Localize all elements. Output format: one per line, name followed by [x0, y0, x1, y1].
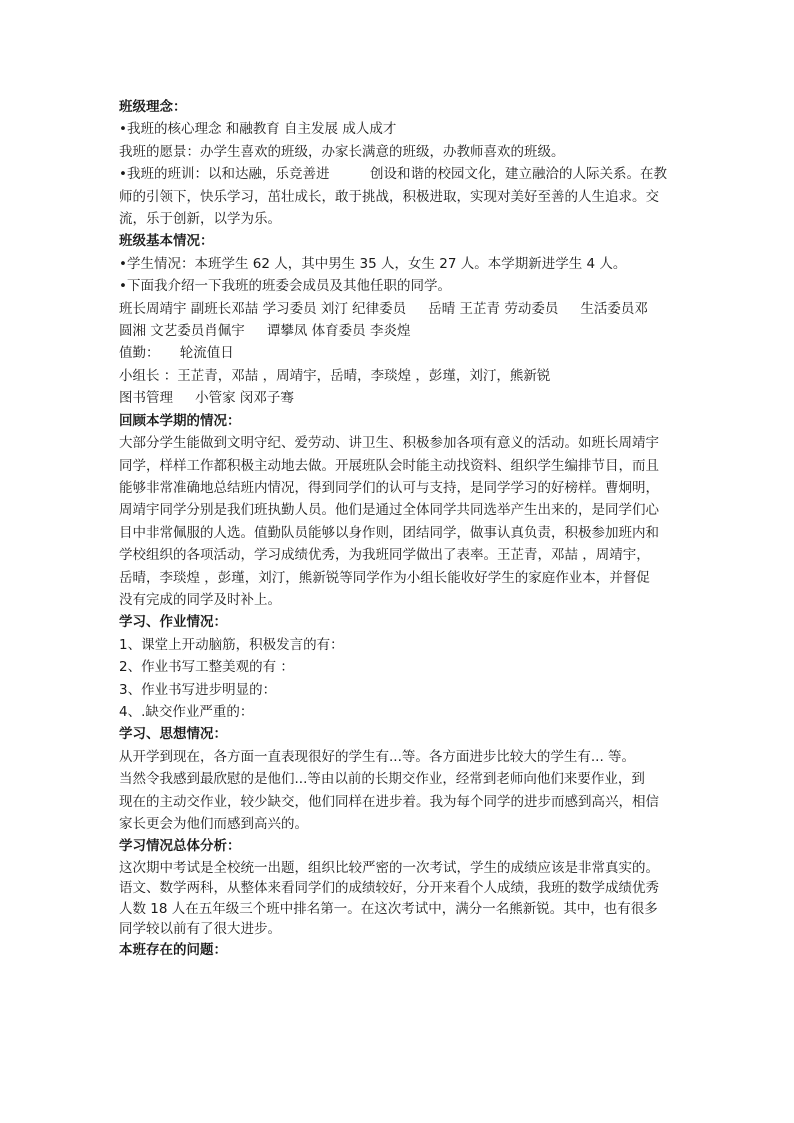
text-line: 周靖宇同学分别是我们班执勤人员。他们是通过全体同学共同选举产生出来的，是同学们心 [119, 502, 659, 519]
section-heading-homework: 学习、作业情况： [119, 614, 227, 631]
text-line: 小组长 ：王芷青，邓喆 ，周靖宇，岳晴，李琰煌 ，彭瑾，刘汀，熊新锐 [119, 367, 551, 384]
text-line: •下面我介绍一下我班的班委会成员及其他任职的同学。 [119, 278, 451, 295]
text-line: 能够非常准确地总结班内情况，得到同学们的认可与支持，是同学学习的好榜样。曹炯明， [119, 479, 659, 496]
section-heading-problems: 本班存在的问题： [119, 942, 227, 959]
text-line: 现在的主动交作业，较少缺交，他们同样在进步着。我为每个同学的进步而感到高兴，相信 [119, 793, 659, 810]
text-line: 图书管理 小管家 闵邓子骞 [119, 390, 294, 407]
section-review [119, 432, 679, 611]
text-line: 当然令我感到最欣慰的是他们...等由以前的长期交作业，经常到老师向他们来要作业，到 [119, 771, 645, 788]
text-line: 人数 18 人在五年级三个班中排名第一。在这次考试中，满分一名熊新锐。其中，也有很多 [119, 900, 658, 917]
text-line: 家长更会为他们而感到高兴的。 [119, 816, 308, 832]
section-heading-analysis: 学习情况总体分析： [119, 838, 241, 855]
text-line: 班长周靖宇 副班长邓喆 学习委员 刘汀 纪律委员 岳晴 王芷青 劳动委员 生活委员邓 [119, 300, 648, 317]
text-line: 同学，样样工作都积极主动地去做。开展班队会时能主动找资料、组织学生编排节目，而且 [119, 457, 659, 474]
document-body [119, 96, 679, 962]
text-line: 这次期中考试是全校统一出题，组织比较严密的一次考试，学生的成绩应该是非常真实的。 [119, 859, 659, 876]
section-heading-basic: 班级基本情况： [119, 233, 214, 250]
text-line: 没有完成的同学及时补上。 [119, 591, 281, 608]
text-line: 岳晴，李琰煌 ，彭瑾，刘汀，熊新锐等同学作为小组长能收好学生的家庭作业本，并督促 [119, 569, 650, 586]
text-line: 我班的愿景：办学生喜欢的班级，办家长满意的班级，办教师喜欢的班级。 [119, 143, 565, 160]
section-homework [119, 634, 679, 724]
list-item: 3、作业书写进步明显的： [119, 681, 277, 698]
section-philosophy [119, 118, 679, 230]
text-line: 值勤： 轮流值日 [119, 345, 234, 362]
text-line: •学生情况：本班学生 62 人，其中男生 35 人，女生 27 人。本学期新进学生 4 人。 [119, 255, 627, 272]
text-line: •我班的班训：以和达融，乐竞善进 创设和谐的校园文化，建立融洽的人际关系。在教 [119, 166, 667, 183]
list-item: 1、课堂上开动脑筋，积极发言的有： [119, 636, 344, 653]
section-thinking [119, 746, 679, 836]
text-line: 学校组织的各项活动，学习成绩优秀，为我班同学做出了表率。王芷青，邓喆 ，周靖宇， [119, 547, 650, 564]
text-line: 流，乐于创新，以学为乐。 [119, 211, 281, 228]
text-line: 圆湘 文艺委员肖佩宇 谭攀凤 体育委员 李炎煌 [119, 323, 411, 340]
text-line: 语文、数学两科，从整体来看同学们的成绩较好，分开来看个人成绩，我班的数学成绩优秀 [119, 880, 659, 897]
text-line: 大部分学生能做到文明守纪、爱劳动、讲卫生、积极参加各项有意义的活动。如班长周靖宇 [119, 435, 659, 452]
text-line: 目中非常佩服的人选。值勤队员能够以身作则，团结同学，做事认真负责，积极参加班内和 [119, 524, 659, 541]
text-line: 师的引领下，快乐学习，茁壮成长，敢于挑战，积极进取，实现对美好至善的人生追求。交 [119, 188, 659, 205]
section-heading-review: 回顾本学期的情况： [119, 412, 241, 429]
text-line: •我班的核心理念 和融教育 自主发展 成人成才 [119, 121, 397, 138]
section-analysis [119, 858, 679, 940]
list-item: 4、.缺交作业严重的： [119, 703, 254, 720]
text-line: 从开学到现在，各方面一直表现很好的学生有...等。各方面进步比较大的学生有... 等。 [119, 748, 636, 765]
section-heading-thinking: 学习、思想情况： [119, 726, 227, 743]
text-line: 同学较以前有了很大进步。 [119, 921, 281, 938]
section-basic [119, 253, 679, 410]
section-heading-philosophy: 班级理念： [119, 99, 187, 115]
list-item: 2、作业书写工整美观的有 ： [119, 659, 294, 676]
